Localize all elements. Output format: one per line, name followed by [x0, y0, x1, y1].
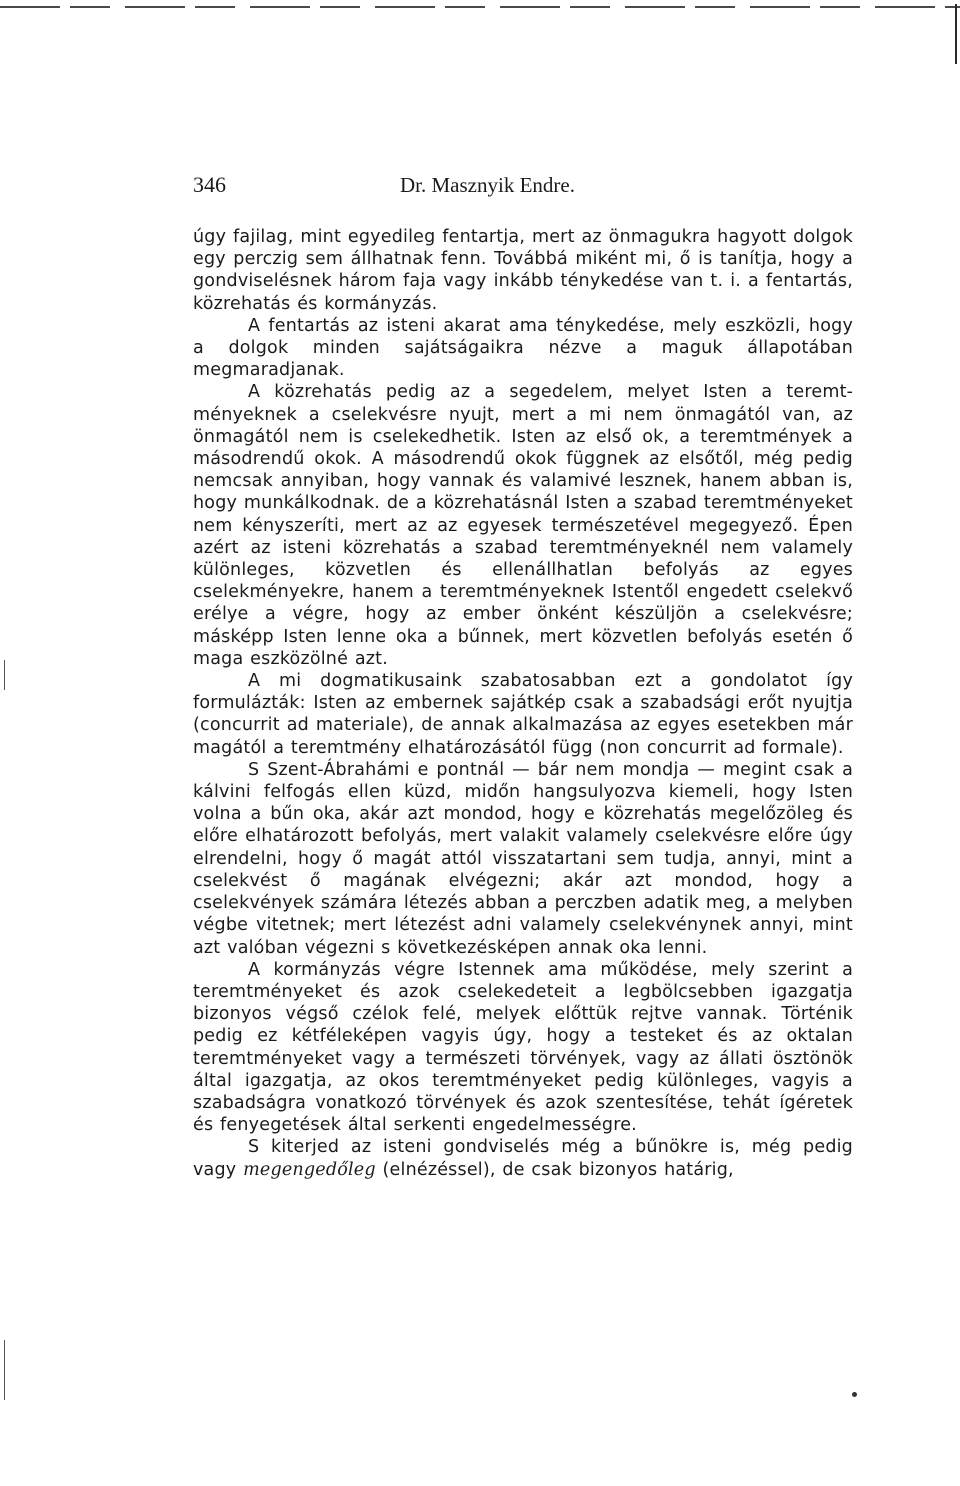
right-edge-rule — [955, 4, 957, 64]
text-run: S kiterjed az isteni gondviselés még a bűnökre is, még pedig vagy — [193, 1137, 853, 1180]
page-header — [193, 170, 853, 200]
running-head: Dr. Masznyik Endre. — [400, 173, 575, 197]
page-number: 346 — [193, 172, 226, 197]
paragraph: A közrehatás pedig az a segedelem, melyet Isten a teremtményeknek a cselekvésre nyujt, mert a mi nem önmagától van, az önmagától nem is cselekedhetik. Isten az első ok, a teremtmények a másodrendű okok. A másodrendű okok függnek az elsőtől, még pedig nemcsak annyiban, hogy vannak és valamivé lesznek, hanem abban is, hogy munkálkodnak. de a közrehatásnál Isten a szabad teremtményeket nem kényszeríti, mert az az egyesek természetével megegyező. Épen azért az isteni közrehatás a szabad teremtményeknél nem valamely különleges, közvetlen és ellenállhatlan befolyás az egyes cselekményekre, hanem a teremtményeknek Istentől engedett cselekvő erélye a végre, hogy az ember önként készüljön a cselekvésre; másképp Isten lenne oka a bűnnek, mert közvetlen befolyás esetén ő maga eszközölné azt. — [193, 382, 853, 669]
paragraph-last — [193, 1136, 853, 1180]
text-run: (elnézéssel), de csak bizonyos határig, — [375, 1159, 734, 1180]
body-text — [193, 226, 853, 1181]
emphasized-word: megengedőleg — [243, 1159, 376, 1180]
paragraph: A mi dogmatikusaink szabatosabban ezt a gondolatot így formulázták: Isten az embernek sajátkép csak a szabadsági erőt nyujtja (concurrit ad materiale), de annak alkalmazása az egyes esetekben már magától a teremtmény elhatározásától függ (non concurrit ad formale). — [193, 671, 853, 758]
paragraph: úgy fajilag, mint egyedileg fentartja, mert az önmagukra hagyott dolgok egy perczig sem állhatnak fenn. Továbbá miként mi, ő is tanítja, hogy a gondviselésnek három faja vagy inkább ténykedése van t. i. a fentartás, közrehatás és kormányzás. — [193, 227, 853, 314]
paragraph: A fentartás az isteni akarat ama ténykedése, mely eszközli, hogy a dolgok minden sajátságaikra nézve a maguk állapotában megmaradjanak. — [193, 315, 853, 381]
paragraph: A kormányzás végre Istennek ama működése, mely szerint a teremtményeket és azok cselekedeteit a legbölcsebben igazgatja bizonyos végső czélok felé, melyek előttük rejtve vannak. Történik pedig ez kétféleképen vagyis úgy, hogy a testeket és az oktalan teremtményeket vagy a természeti törvények, vagy az állati ösztönök által igazgatja, az okos teremtményeket pedig különleges, vagyis a szabadságra vonatkozó törvények és azok szentesítése, tehát ígéretek és fenyegetések által serkenti engedelmességre. — [193, 959, 853, 1136]
top-edge-rule — [0, 6, 960, 8]
stray-dot — [852, 1392, 857, 1397]
paragraph: S Szent-Ábrahámi e pontnál — bár nem mondja — megint csak a kálvini felfogás ellen küzd, midőn hangsulyozva kiemeli, hogy Isten volna a bűn oka, akár azt mondod, hogy e közrehatás megelőzöleg és előre elhatározott befolyás, mert valakit valamely cselekvésre előre úgy elrendelni, hogy ő magát attól visszatartani sem tudja, annyi, mint a cselekvést ő magának elvégezni; akár azt mondod, hogy a cselekvények számára létezés abban a perczben adatik meg, a melyben végbe vitetnek; mert létezést adni valamely cselekvénynek annyi, mint azt valóban végezni s következésképen annak oka lenni. — [193, 759, 853, 958]
left-edge-mark — [4, 1340, 5, 1400]
left-edge-mark — [4, 660, 5, 690]
